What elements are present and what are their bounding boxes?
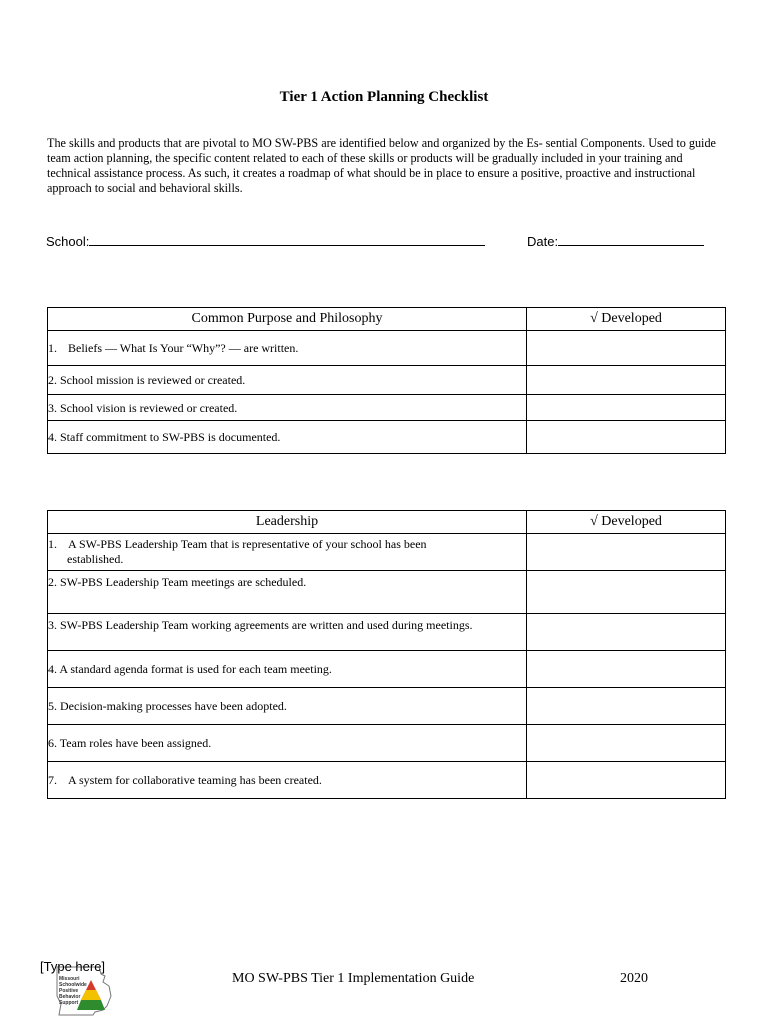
developed-checkbox-cell[interactable]: [527, 366, 726, 395]
school-field[interactable]: [46, 231, 485, 249]
checklist-item: 7. A system for collaborative teaming has been created.: [48, 762, 527, 799]
date-field[interactable]: [527, 231, 704, 249]
developed-checkbox-cell[interactable]: [527, 651, 726, 688]
logo-text-line: Schoolwide: [59, 982, 87, 988]
developed-header: √ Developed: [527, 511, 726, 534]
table-row: [48, 651, 726, 688]
developed-checkbox-cell[interactable]: [527, 571, 726, 614]
table-row: [48, 725, 726, 762]
table-row: [48, 534, 726, 571]
developed-checkbox-cell[interactable]: [527, 614, 726, 651]
developed-checkbox-cell[interactable]: [527, 395, 726, 421]
developed-checkbox-cell[interactable]: [527, 762, 726, 799]
school-label: School:: [46, 234, 90, 249]
developed-checkbox-cell[interactable]: [527, 331, 726, 366]
table-header: Leadership: [48, 511, 527, 534]
checklist-item: 3. School vision is reviewed or created.: [48, 395, 527, 421]
logo-text-line: Behavior: [59, 994, 81, 1000]
footer-year: 2020: [620, 971, 648, 986]
checklist-item: 2. SW-PBS Leadership Team meetings are scheduled.: [48, 571, 527, 614]
developed-header: √ Developed: [527, 308, 726, 331]
table-row: [48, 571, 726, 614]
logo-text-line: Positive: [59, 988, 79, 994]
checklist-item: 4. Staff commitment to SW-PBS is documented.: [48, 421, 527, 454]
school-input-line[interactable]: [89, 231, 485, 246]
logo-text-line: Missouri: [59, 976, 80, 982]
table-row: [48, 421, 726, 454]
table-header: Common Purpose and Philosophy: [48, 308, 527, 331]
common-purpose-table: [47, 307, 726, 454]
footer-guide-title: MO SW-PBS Tier 1 Implementation Guide: [232, 971, 475, 986]
checklist-item: 1. Beliefs — What Is Your “Why”? — are written.: [48, 331, 527, 366]
table-row: [48, 614, 726, 651]
date-input-line[interactable]: [558, 231, 704, 246]
page-title: Tier 1 Action Planning Checklist: [279, 89, 489, 105]
checklist-item: 5. Decision-making processes have been adopted.: [48, 688, 527, 725]
table-row: [48, 366, 726, 395]
date-label: Date:: [527, 234, 559, 249]
checklist-item: 3. SW-PBS Leadership Team working agreements are written and used during meetings.: [48, 614, 527, 651]
footer-placeholder[interactable]: [Type here]: [40, 959, 106, 974]
table-row: [48, 762, 726, 799]
developed-checkbox-cell[interactable]: [527, 725, 726, 762]
developed-checkbox-cell[interactable]: [527, 688, 726, 725]
table-row: [48, 688, 726, 725]
checklist-item: 4. A standard agenda format is used for each team meeting.: [48, 651, 527, 688]
intro-paragraph: The skills and products that are pivotal to MO SW-PBS are identified below and organized by the Es- sential Components. Used to guide team action planning, the specific content related to each of these skills or products will be gradually included in your training and technical assistance process. As such, it creates a roadmap of what should be in place to ensure a positive, proactive and instructional approach to social and behavioral skills.: [47, 136, 716, 195]
table-row: [48, 395, 726, 421]
logo-text-line: Support: [59, 1000, 79, 1006]
table-row: [48, 331, 726, 366]
leadership-table: [47, 510, 726, 799]
developed-checkbox-cell[interactable]: [527, 534, 726, 571]
developed-checkbox-cell[interactable]: [527, 421, 726, 454]
checklist-item: 1. A SW-PBS Leadership Team that is representative of your school has been established.: [48, 534, 527, 571]
checklist-item: 2. School mission is reviewed or created.: [48, 366, 527, 395]
checklist-item: 6. Team roles have been assigned.: [48, 725, 527, 762]
